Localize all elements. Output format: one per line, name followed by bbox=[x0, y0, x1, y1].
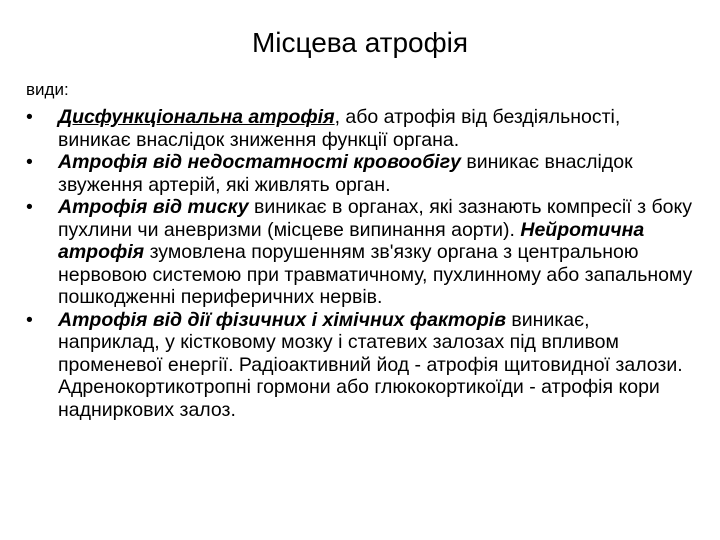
bullet-emphasis: Атрофія від дії фізичних і хімічних факторів bbox=[58, 308, 506, 331]
slide-title: Місцева атрофія bbox=[251, 27, 469, 58]
bullet-emphasis: Атрофія від тиску bbox=[58, 196, 249, 218]
bullet-text: виникає внаслідок звуження артерій, які живлять орган. bbox=[58, 151, 633, 196]
slide-subtitle: види: bbox=[26, 80, 69, 99]
bullet-list bbox=[26, 106, 696, 421]
bullet-emphasis-secondary: Нейротична атрофія bbox=[58, 218, 645, 263]
bullet-dot: • bbox=[26, 196, 33, 218]
bullet-emphasis: Атрофія від недостатності кровообігу bbox=[58, 151, 461, 173]
bullet-text-secondary: зумовлена порушенням зв'язку органа з центральною нервовою системою при травматичному, пухлинному або запальному пошкодженні периферичних нервів. bbox=[58, 241, 693, 308]
bullet-text: виникає в органах, які зазнають компресії з боку пухлини чи аневризми (місцеве випинання аорти). bbox=[58, 196, 692, 241]
bullet-text: , або атрофія від бездіяльності, виникає внаслідок зниження функції органа. bbox=[58, 106, 621, 151]
bullet-text: виникає, наприклад, у кістковому мозку і статевих залозах під впливом променевої енергії. Радіоактивний йод - атрофія щитовидної залози. Адренокортикотропні гормони або глюкокортикоїди - атрофія кори надниркових залоз. bbox=[58, 308, 683, 421]
bullet-item bbox=[26, 196, 696, 309]
bullet-emphasis: Дисфункціональна атрофія bbox=[58, 106, 335, 128]
bullet-dot: • bbox=[26, 151, 33, 173]
bullet-dot: • bbox=[26, 106, 33, 128]
bullet-item bbox=[26, 106, 696, 151]
bullet-dot: • bbox=[26, 308, 33, 331]
bullet-item bbox=[26, 309, 696, 422]
bullet-item bbox=[26, 151, 696, 196]
